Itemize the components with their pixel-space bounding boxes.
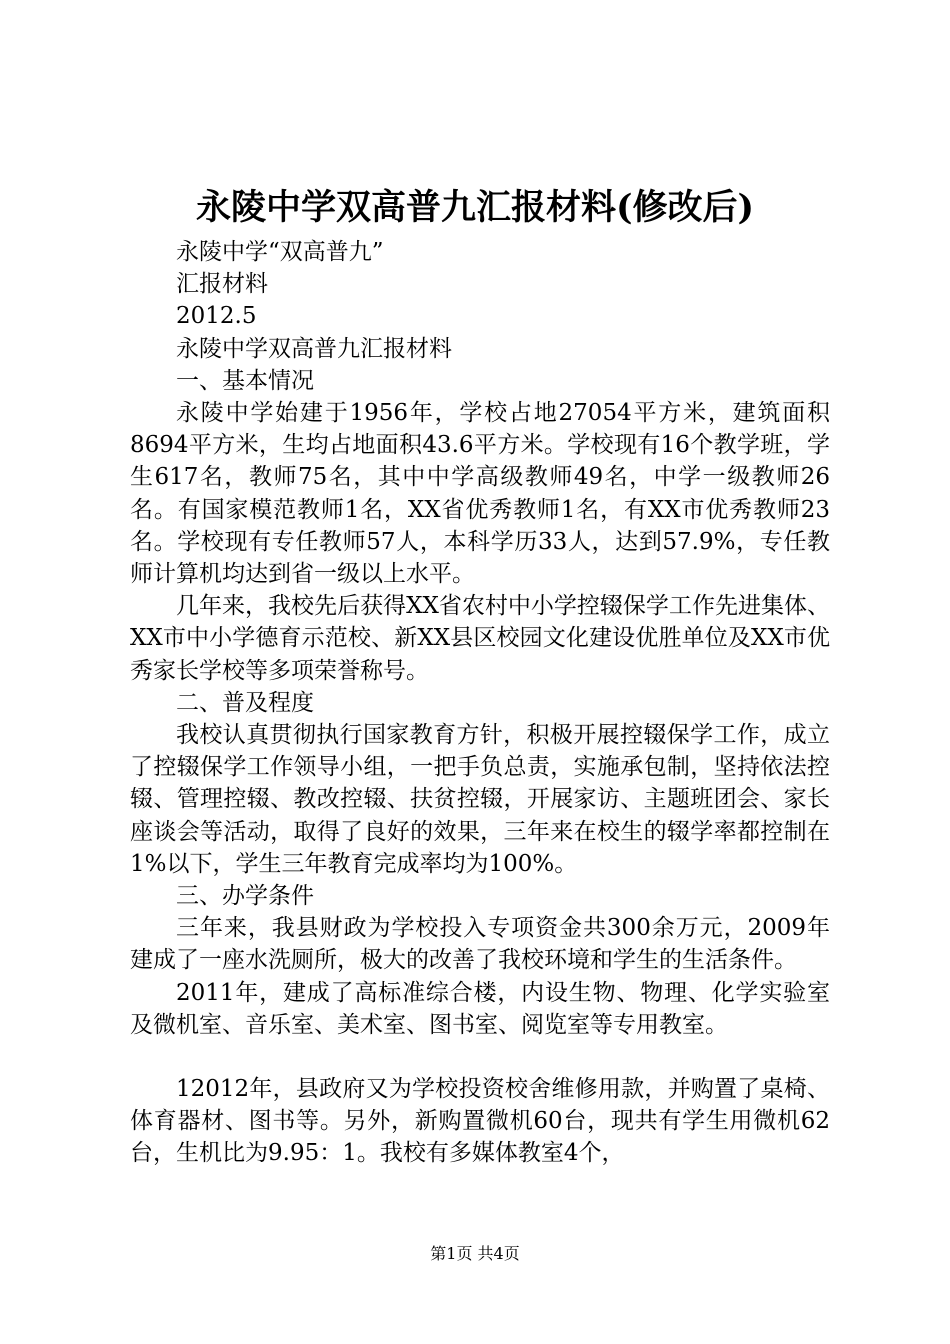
cover-line: 永陵中学“双高普九” [176,239,384,265]
paragraph: 永陵中学始建于1956年，学校占地27054平方米，建筑面积8694平方米，生均占地面积43.6平方米。学校现有16个教学班，学生617名，教师75名，其中中学高级教师49名，中学一级教师26名。有国家模范教师1名，XX省优秀教师1名，有XX市优秀教师23名。学校现有专任教师57人，本科学历33人，达到57.9%，专任教师计算机均达到省一级以上水平。 [130,400,830,588]
paragraph: 我校认真贯彻执行国家教育方针，积极开展控辍保学工作，成立了控辍保学工作领导小组，一把手负总责，实施承包制，坚持依法控辍、管理控辍、教改控辍、扶贫控辍，开展家访、主题班团会、家长座谈会等活动，取得了良好的效果，三年来在校生的辍学率都控制在1%以下，学生三年教育完成率均为100%。 [130,722,830,877]
cover-line: 永陵中学双高普九汇报材料 [176,335,452,362]
page-footer: 第1页 共4页 [430,1244,520,1263]
blank-line [130,1041,830,1073]
paragraph: 12012年，县政府又为学校投资校舍维修用款，并购置了桌椅、体育器材、图书等。另外，新购置微机60台，现共有学生用微机62台，生机比为9.95：1。我校有多媒体教室4个， [130,1076,830,1167]
document-body [130,236,830,1170]
paragraph: 三年来，我县财政为学校投入专项资金共300余万元，2009年建成了一座水洗厕所，极大的改善了我校环境和学生的生活条件。 [130,915,830,974]
cover-line: 2012.5 [176,303,257,330]
cover-line: 汇报材料 [176,271,268,298]
paragraph: 几年来，我校先后获得XX省农村中小学控辍保学工作先进集体、XX市中小学德育示范校、新XX县区校园文化建设优胜单位及XX市优秀家长学校等多项荣誉称号。 [130,593,830,684]
section-heading: 一、基本情况 [176,367,314,394]
section-heading: 二、普及程度 [176,689,314,716]
section-heading: 三、办学条件 [176,883,314,910]
document-title: 永陵中学双高普九汇报材料(修改后) [195,187,755,228]
paragraph: 2011年，建成了高标准综合楼，内设生物、物理、化学实验室及微机室、音乐室、美术室、图书室、阅览室等专用教室。 [130,979,830,1038]
